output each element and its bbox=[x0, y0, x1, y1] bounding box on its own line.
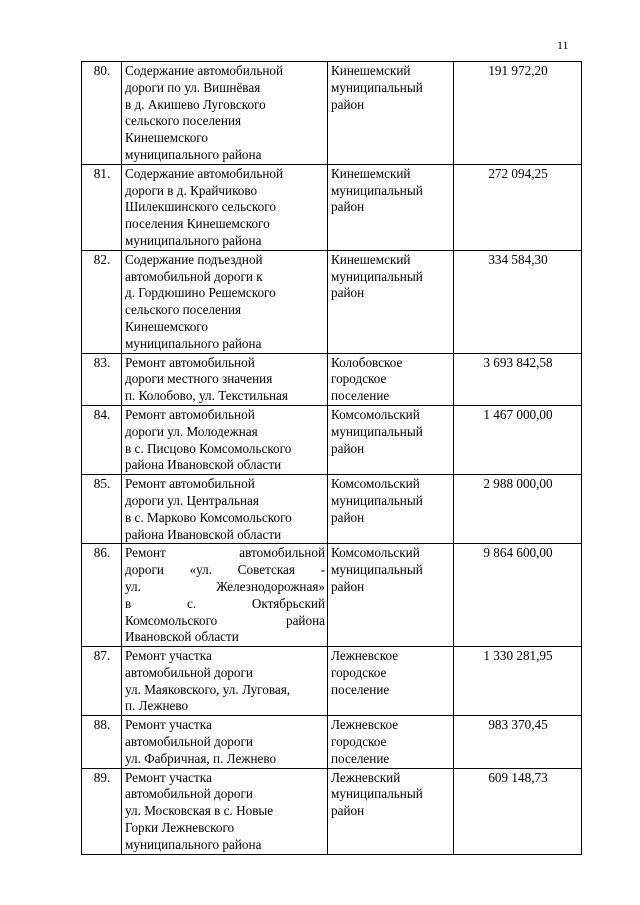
object-name-line: в с. Октябрьский bbox=[125, 595, 325, 611]
object-name-line: Ивановской области bbox=[125, 629, 239, 645]
object-name-line: муниципального района bbox=[125, 232, 262, 248]
object-name-line: Ремонт автомобильной bbox=[125, 476, 255, 492]
object-name-line: п. Лежнево bbox=[125, 698, 189, 714]
municipality-cell bbox=[328, 716, 454, 768]
object-name-line: в с. Марково Комсомольского bbox=[125, 509, 292, 525]
municipality-line: район bbox=[331, 578, 365, 594]
table-row bbox=[82, 62, 582, 165]
object-name-cell bbox=[122, 405, 328, 474]
municipality-line: Лежневское bbox=[331, 717, 399, 733]
municipality-line: Комсомольский bbox=[331, 545, 420, 561]
municipality-line: городское bbox=[331, 664, 387, 680]
row-number: 84. bbox=[82, 405, 122, 474]
municipality-line: район bbox=[331, 96, 365, 112]
municipality-line: район bbox=[331, 440, 365, 456]
municipality-line: Кинешемский bbox=[331, 63, 411, 78]
municipality-line: муниципальный bbox=[331, 492, 423, 508]
municipality-line: район bbox=[331, 803, 365, 819]
object-name-line: Кинешемского bbox=[125, 130, 208, 146]
object-name-line: сельского поселения bbox=[125, 302, 242, 318]
municipality-cell bbox=[328, 768, 454, 854]
object-name-line: дороги местного значения bbox=[125, 371, 273, 387]
row-number: 83. bbox=[82, 353, 122, 405]
municipality-cell bbox=[328, 250, 454, 353]
municipality-cell bbox=[328, 353, 454, 405]
object-name-line: Ремонт участка bbox=[125, 717, 212, 733]
object-name-line: Ремонт автомобильной bbox=[125, 354, 255, 370]
object-name-line: Содержание автомобильной bbox=[125, 165, 284, 181]
object-name-line: Содержание подъездной bbox=[125, 251, 263, 267]
row-number: 82. bbox=[82, 250, 122, 353]
page-number: 11 bbox=[557, 38, 569, 52]
object-name-line: п. Колобово, ул. Текстильная bbox=[125, 388, 288, 404]
municipality-line: Кинешемский bbox=[331, 251, 411, 267]
object-name-line: в с. Писцово Комсомольского bbox=[125, 440, 292, 456]
object-name-line: дороги по ул. Вишнёвая bbox=[125, 79, 261, 95]
amount-cell: 2 988 000,00 bbox=[454, 475, 582, 544]
row-number: 81. bbox=[82, 164, 122, 250]
object-name-cell bbox=[122, 647, 328, 716]
municipality-line: городское bbox=[331, 734, 387, 750]
object-name-cell bbox=[122, 475, 328, 544]
object-name-cell bbox=[122, 716, 328, 768]
object-name-line: муниципального района bbox=[125, 836, 262, 852]
object-name-line: ул. Маяковского, ул. Луговая, bbox=[125, 681, 291, 697]
municipality-line: район bbox=[331, 509, 365, 525]
object-name-line: муниципального района bbox=[125, 335, 262, 351]
object-name-line: ул. Железнодорожная» bbox=[125, 578, 325, 594]
amount-cell: 1 330 281,95 bbox=[454, 647, 582, 716]
object-name-line: Ремонт автомобильной bbox=[125, 406, 255, 422]
object-name-line: автомобильной дороги к bbox=[125, 268, 263, 284]
municipality-line: муниципальный bbox=[331, 562, 423, 578]
table-row bbox=[82, 716, 582, 768]
amount-cell: 609 148,73 bbox=[454, 768, 582, 854]
municipality-line: район bbox=[331, 285, 365, 301]
object-name-line: Содержание автомобильной bbox=[125, 63, 284, 78]
row-number: 86. bbox=[82, 544, 122, 647]
municipality-line: Комсомольский bbox=[331, 476, 420, 492]
object-name-line: д. Гордюшино Решемского bbox=[125, 285, 276, 301]
table-row bbox=[82, 647, 582, 716]
object-name-line: ул. Московская в с. Новые bbox=[125, 803, 274, 819]
municipality-line: городское bbox=[331, 371, 387, 387]
amount-cell: 272 094,25 bbox=[454, 164, 582, 250]
object-name-line: муниципального района bbox=[125, 146, 262, 162]
municipality-cell bbox=[328, 544, 454, 647]
municipality-line: Кинешемский bbox=[331, 165, 411, 181]
amount-cell: 3 693 842,58 bbox=[454, 353, 582, 405]
object-name-line: района Ивановской области bbox=[125, 457, 282, 473]
object-name-cell bbox=[122, 250, 328, 353]
row-number: 80. bbox=[82, 62, 122, 165]
object-name-line: района Ивановской области bbox=[125, 526, 282, 542]
object-name-line: дороги ул. Центральная bbox=[125, 492, 259, 508]
object-name-line: автомобильной дороги bbox=[125, 664, 253, 680]
object-name-line: Горки Лежневского bbox=[125, 820, 235, 836]
amount-cell: 9 864 600,00 bbox=[454, 544, 582, 647]
object-name-line: в д. Акишево Луговского bbox=[125, 96, 266, 112]
municipality-line: Комсомольский bbox=[331, 406, 420, 422]
row-number: 88. bbox=[82, 716, 122, 768]
object-name-line: Ремонт автомобильной bbox=[125, 545, 325, 561]
municipality-line: район bbox=[331, 199, 365, 215]
road-works-table bbox=[81, 61, 582, 855]
municipality-line: муниципальный bbox=[331, 786, 423, 802]
row-number: 89. bbox=[82, 768, 122, 854]
object-name-line: автомобильной дороги bbox=[125, 786, 253, 802]
object-name-cell bbox=[122, 768, 328, 854]
municipality-cell bbox=[328, 405, 454, 474]
amount-cell: 983 370,45 bbox=[454, 716, 582, 768]
municipality-line: муниципальный bbox=[331, 79, 423, 95]
municipality-line: Колобовское bbox=[331, 354, 403, 370]
municipality-line: муниципальный bbox=[331, 182, 423, 198]
object-name-line: сельского поселения bbox=[125, 113, 242, 129]
object-name-cell bbox=[122, 544, 328, 647]
object-name-line: Комсомольского района bbox=[125, 612, 325, 628]
table-row bbox=[82, 768, 582, 854]
object-name-line: автомобильной дороги bbox=[125, 734, 253, 750]
municipality-line: Лежневский bbox=[331, 769, 401, 785]
municipality-cell bbox=[328, 164, 454, 250]
object-name-line: дороги ул. Молодежная bbox=[125, 423, 258, 439]
municipality-line: поселение bbox=[331, 750, 390, 766]
municipality-cell bbox=[328, 475, 454, 544]
object-name-line: Кинешемского bbox=[125, 318, 208, 334]
municipality-line: муниципальный bbox=[331, 268, 423, 284]
table-row bbox=[82, 475, 582, 544]
object-name-line: поселения Кинешемского bbox=[125, 216, 270, 232]
municipality-line: муниципальный bbox=[331, 423, 423, 439]
municipality-line: Лежневское bbox=[331, 648, 399, 664]
row-number: 85. bbox=[82, 475, 122, 544]
municipality-cell bbox=[328, 647, 454, 716]
table-row bbox=[82, 164, 582, 250]
amount-cell: 334 584,30 bbox=[454, 250, 582, 353]
table-row bbox=[82, 405, 582, 474]
object-name-cell bbox=[122, 62, 328, 165]
object-name-line: ул. Фабричная, п. Лежнево bbox=[125, 750, 277, 766]
municipality-line: поселение bbox=[331, 681, 390, 697]
object-name-line: дороги «ул. Советская - bbox=[125, 562, 325, 578]
object-name-line: Шилекшинского сельского bbox=[125, 199, 276, 215]
amount-cell: 191 972,20 bbox=[454, 62, 582, 165]
municipality-cell bbox=[328, 62, 454, 165]
object-name-line: Ремонт участка bbox=[125, 648, 212, 664]
table-row bbox=[82, 544, 582, 647]
object-name-line: дороги в д. Крайчиково bbox=[125, 182, 258, 198]
amount-cell: 1 467 000,00 bbox=[454, 405, 582, 474]
object-name-cell bbox=[122, 353, 328, 405]
table-row bbox=[82, 250, 582, 353]
object-name-cell bbox=[122, 164, 328, 250]
table-row bbox=[82, 353, 582, 405]
municipality-line: поселение bbox=[331, 388, 390, 404]
object-name-line: Ремонт участка bbox=[125, 769, 212, 785]
row-number: 87. bbox=[82, 647, 122, 716]
